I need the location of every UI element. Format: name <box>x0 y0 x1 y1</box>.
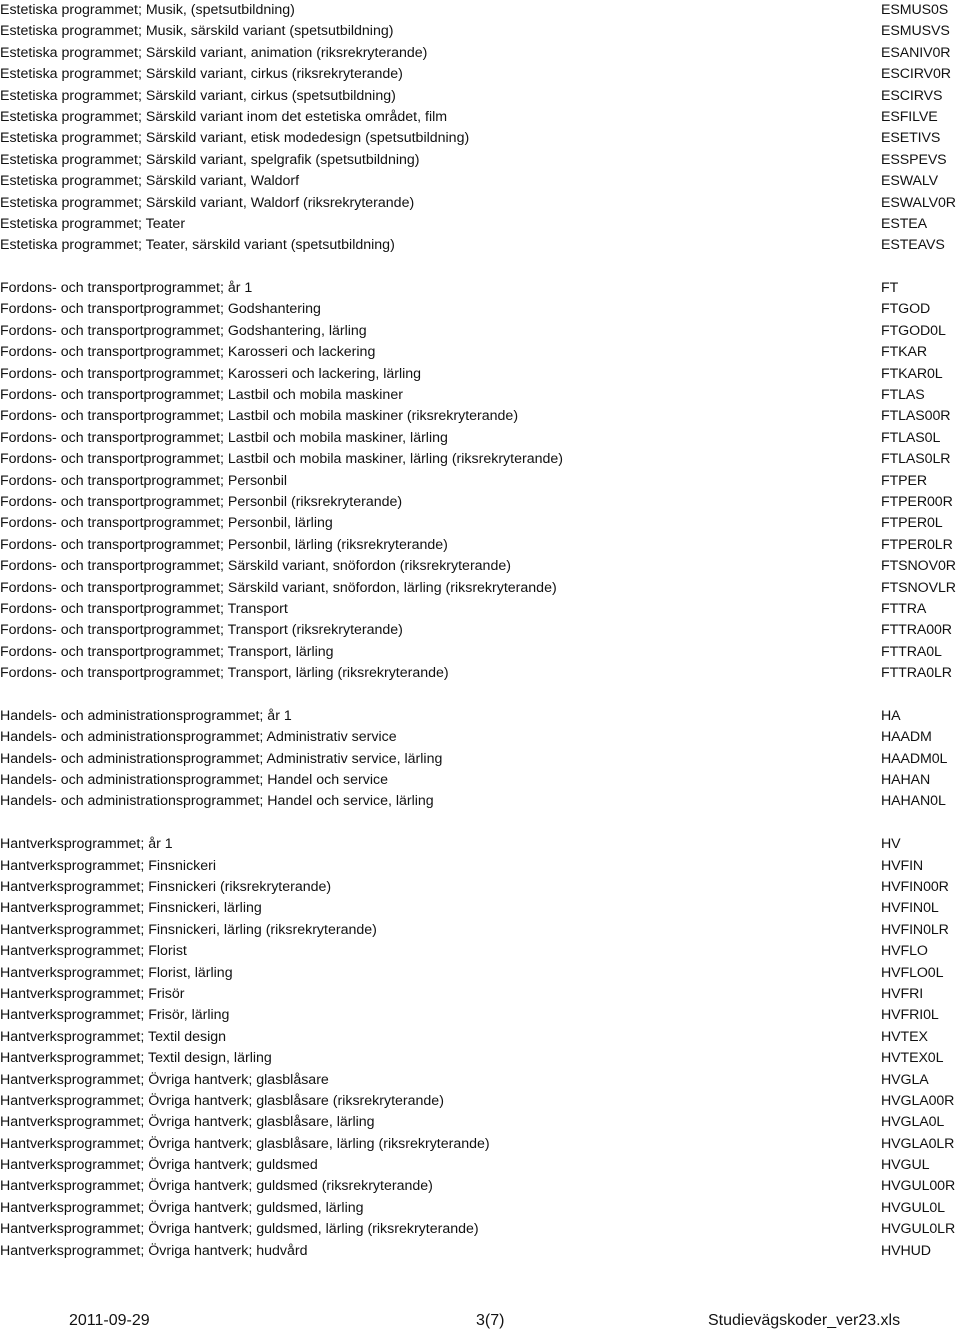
program-name: Handels- och administrationsprogrammet; Handel och service <box>0 772 388 789</box>
table-row <box>0 749 960 770</box>
program-name: Hantverksprogrammet; Övriga hantverk; glasblåsare, lärling (riksrekryterande) <box>0 1135 490 1152</box>
program-code: HVGLA0LR <box>881 1135 955 1152</box>
program-name: Fordons- och transportprogrammet; Särskild variant, snöfordon, lärling (riksrekryterande) <box>0 579 557 596</box>
program-code: FTLAS0L <box>881 429 941 446</box>
program-name: Handels- och administrationsprogrammet; Handel och service, lärling <box>0 793 434 810</box>
program-code: FTTRA0L <box>881 643 942 660</box>
program-code: FTTRA0LR <box>881 665 952 682</box>
program-name: Fordons- och transportprogrammet; Personbil, lärling <box>0 515 333 532</box>
program-name: Fordons- och transportprogrammet; Transport <box>0 600 288 617</box>
table-row <box>0 1176 960 1197</box>
table-row <box>0 578 960 599</box>
table-row <box>0 43 960 64</box>
program-name: Handels- och administrationsprogrammet; Administrativ service <box>0 729 397 746</box>
program-code: FTTRA00R <box>881 622 952 639</box>
program-name: Fordons- och transportprogrammet; Lastbil och mobila maskiner, lärling <box>0 429 448 446</box>
program-code: ESTEA <box>881 215 928 232</box>
program-code: HVTEX0L <box>881 1050 944 1067</box>
program-code: HA <box>881 707 901 724</box>
table-row <box>0 877 960 898</box>
program-code: FTLAS0LR <box>881 451 951 468</box>
program-code: FTGOD0L <box>881 322 946 339</box>
program-name: Estetiska programmet; Teater, särskild variant (spetsutbildning) <box>0 237 395 254</box>
program-name: Fordons- och transportprogrammet; Lastbil och mobila maskiner (riksrekryterande) <box>0 408 519 425</box>
table-row <box>0 385 960 406</box>
table-row <box>0 214 960 235</box>
program-code: HVGLA00R <box>881 1092 955 1109</box>
program-name: Fordons- och transportprogrammet; Transport (riksrekryterande) <box>0 622 403 639</box>
table-row <box>0 599 960 620</box>
table-row <box>0 1070 960 1091</box>
program-code: ESFILVE <box>881 108 938 125</box>
program-name: Estetiska programmet; Musik, (spetsutbildning) <box>0 2 295 18</box>
table-row <box>0 834 960 855</box>
footer-page-number: 3(7) <box>476 1312 505 1329</box>
program-name: Hantverksprogrammet; Finsnickeri (riksrekryterande) <box>0 879 332 896</box>
table-row <box>0 193 960 214</box>
table-row <box>0 235 960 256</box>
program-code: ESCIRVS <box>881 87 943 104</box>
program-name: Estetiska programmet; Särskild variant, Waldorf <box>0 173 300 190</box>
program-name: Hantverksprogrammet; Florist <box>0 943 187 960</box>
program-code: HV <box>881 836 901 853</box>
program-code: HVFRI <box>881 985 924 1002</box>
program-name: Estetiska programmet; Särskild variant, cirkus (spetsutbildning) <box>0 87 396 104</box>
table-row <box>0 128 960 149</box>
program-name: Hantverksprogrammet; Frisör, lärling <box>0 1007 230 1024</box>
program-code: HVFLO0L <box>881 964 944 981</box>
program-code: ESMUSVS <box>881 23 950 40</box>
program-name: Estetiska programmet; Särskild variant, etisk modedesign (spetsutbildning) <box>0 130 470 147</box>
program-code: HVFIN0L <box>881 900 939 917</box>
table-row <box>0 1219 960 1240</box>
program-code: HVGLA <box>881 1071 929 1088</box>
table-row <box>0 770 960 791</box>
program-code: FTSNOVLR <box>881 579 956 596</box>
table-row <box>0 406 960 427</box>
program-name: Estetiska programmet; Särskild variant, animation (riksrekryterande) <box>0 44 428 61</box>
table-row <box>0 321 960 342</box>
program-code: FTPER <box>881 472 928 489</box>
program-code: ESWALV <box>881 173 938 190</box>
program-code: HVGLA0L <box>881 1114 945 1131</box>
program-name: Hantverksprogrammet; Övriga hantverk; glasblåsare, lärling <box>0 1114 375 1131</box>
table-row <box>0 1005 960 1026</box>
table-row <box>0 0 960 21</box>
program-code: ESTEAVS <box>881 237 945 254</box>
table-row <box>0 791 960 812</box>
program-name: Estetiska programmet; Särskild variant, spelgrafik (spetsutbildning) <box>0 151 420 168</box>
program-code: FTSNOV0R <box>881 558 956 575</box>
table-row <box>0 1027 960 1048</box>
program-code: HVHUD <box>881 1242 931 1259</box>
table-row <box>0 984 960 1005</box>
table-row <box>0 941 960 962</box>
program-code: HVFRI0L <box>881 1007 939 1024</box>
program-name: Fordons- och transportprogrammet; Transport, lärling <box>0 643 334 660</box>
program-name: Hantverksprogrammet; Övriga hantverk; guldsmed <box>0 1157 318 1174</box>
table-row <box>0 1241 960 1262</box>
program-name: Fordons- och transportprogrammet; Personbil (riksrekryterande) <box>0 493 403 510</box>
program-name: Hantverksprogrammet; år 1 <box>0 836 173 853</box>
program-code: HAHAN <box>881 772 931 789</box>
table-row <box>0 1198 960 1219</box>
program-group <box>0 834 960 1262</box>
program-code: ESANIV0R <box>881 44 951 61</box>
table-row <box>0 150 960 171</box>
table-row <box>0 727 960 748</box>
table-row <box>0 1134 960 1155</box>
table-row <box>0 513 960 534</box>
table-row <box>0 278 960 299</box>
program-name: Fordons- och transportprogrammet; Lastbil och mobila maskiner, lärling (riksrekryterande) <box>0 451 563 468</box>
table-row <box>0 364 960 385</box>
table-row <box>0 492 960 513</box>
program-name: Hantverksprogrammet; Finsnickeri <box>0 857 217 874</box>
page-footer <box>0 1308 960 1334</box>
table-row <box>0 642 960 663</box>
program-code: HVFIN <box>881 857 924 874</box>
program-name: Hantverksprogrammet; Finsnickeri, lärling (riksrekryterande) <box>0 921 377 938</box>
program-name: Hantverksprogrammet; Florist, lärling <box>0 964 233 981</box>
table-row <box>0 171 960 192</box>
program-name: Hantverksprogrammet; Finsnickeri, lärling <box>0 900 262 917</box>
program-code: FTLAS <box>881 387 925 404</box>
program-name: Fordons- och transportprogrammet; Karosseri och lackering, lärling <box>0 365 422 382</box>
program-code: FTPER00R <box>881 493 953 510</box>
program-name: Hantverksprogrammet; Textil design, lärling <box>0 1050 272 1067</box>
program-code: FTGOD <box>881 301 931 318</box>
program-code: HVTEX <box>881 1028 928 1045</box>
program-group <box>0 706 960 813</box>
table-row <box>0 898 960 919</box>
program-code: HAHAN0L <box>881 793 946 810</box>
program-name: Hantverksprogrammet; Övriga hantverk; guldsmed (riksrekryterande) <box>0 1178 433 1195</box>
program-code: FTTRA <box>881 600 927 617</box>
program-name: Estetiska programmet; Musik, särskild variant (spetsutbildning) <box>0 23 394 40</box>
program-name: Hantverksprogrammet; Övriga hantverk; guldsmed, lärling <box>0 1199 364 1216</box>
table-row <box>0 706 960 727</box>
footer-date: 2011-09-29 <box>69 1312 150 1329</box>
program-group <box>0 278 960 684</box>
table-row <box>0 1048 960 1069</box>
program-name: Fordons- och transportprogrammet; Transport, lärling (riksrekryterande) <box>0 665 449 682</box>
program-code: FTLAS00R <box>881 408 951 425</box>
footer-filename: Studievägskoder_ver23.xls <box>708 1312 901 1329</box>
program-code: HVGUL0LR <box>881 1221 956 1238</box>
table-row <box>0 86 960 107</box>
program-code: HVGUL0L <box>881 1199 945 1216</box>
table-row <box>0 535 960 556</box>
table-row <box>0 64 960 85</box>
program-code: ESETIVS <box>881 130 941 147</box>
program-name: Hantverksprogrammet; Övriga hantverk; glasblåsare <box>0 1071 329 1088</box>
table-row <box>0 471 960 492</box>
table-row <box>0 620 960 641</box>
program-group <box>0 0 960 257</box>
program-code: HVGUL00R <box>881 1178 956 1195</box>
table-row <box>0 920 960 941</box>
program-name: Hantverksprogrammet; Övriga hantverk; hudvård <box>0 1242 308 1259</box>
program-name: Fordons- och transportprogrammet; Godshantering, lärling <box>0 322 367 339</box>
program-name: Estetiska programmet; Särskild variant inom det estetiska området, film <box>0 108 448 125</box>
program-code: HVFLO <box>881 943 928 960</box>
table-row <box>0 107 960 128</box>
program-code: HVFIN00R <box>881 879 949 896</box>
program-name: Handels- och administrationsprogrammet; Administrativ service, lärling <box>0 750 443 767</box>
program-name: Hantverksprogrammet; Övriga hantverk; guldsmed, lärling (riksrekryterande) <box>0 1221 479 1238</box>
table-row <box>0 963 960 984</box>
program-name: Hantverksprogrammet; Textil design <box>0 1028 227 1045</box>
table-row <box>0 1112 960 1133</box>
program-code: HVGUL <box>881 1157 930 1174</box>
program-code: HAADM <box>881 729 932 746</box>
program-code: FTPER0L <box>881 515 943 532</box>
program-code: ESMUS0S <box>881 2 949 18</box>
table-row <box>0 1155 960 1176</box>
program-code: HVFIN0LR <box>881 921 949 938</box>
table-row <box>0 1091 960 1112</box>
program-name: Handels- och administrationsprogrammet; år 1 <box>0 707 292 724</box>
program-name: Fordons- och transportprogrammet; Lastbil och mobila maskiner <box>0 387 403 404</box>
program-name: Hantverksprogrammet; Övriga hantverk; glasblåsare (riksrekryterande) <box>0 1092 444 1109</box>
program-name: Fordons- och transportprogrammet; Godshantering <box>0 301 321 318</box>
program-code: ESCIRV0R <box>881 66 951 83</box>
program-code: FTKAR0L <box>881 365 943 382</box>
program-name: Estetiska programmet; Teater <box>0 215 186 232</box>
program-code: FTPER0LR <box>881 536 953 553</box>
table-row <box>0 663 960 684</box>
table-row <box>0 21 960 42</box>
program-name: Estetiska programmet; Särskild variant, cirkus (riksrekryterande) <box>0 66 403 83</box>
program-name: Fordons- och transportprogrammet; Karosseri och lackering <box>0 344 376 361</box>
program-name: Fordons- och transportprogrammet; Personbil <box>0 472 288 489</box>
program-name: Fordons- och transportprogrammet; Särskild variant, snöfordon (riksrekryterande) <box>0 558 511 575</box>
program-code: FTKAR <box>881 344 928 361</box>
program-name: Fordons- och transportprogrammet; år 1 <box>0 280 253 297</box>
table-row <box>0 342 960 363</box>
table-row <box>0 856 960 877</box>
program-code: HAADM0L <box>881 750 948 767</box>
program-code: ESSPEVS <box>881 151 947 168</box>
table-row <box>0 428 960 449</box>
program-code: ESWALV0R <box>881 194 956 211</box>
program-name: Fordons- och transportprogrammet; Personbil, lärling (riksrekryterande) <box>0 536 448 553</box>
program-code: FT <box>881 280 899 297</box>
table-row <box>0 556 960 577</box>
table-row <box>0 449 960 470</box>
table-row <box>0 299 960 320</box>
program-name: Hantverksprogrammet; Frisör <box>0 985 185 1002</box>
program-name: Estetiska programmet; Särskild variant, Waldorf (riksrekryterande) <box>0 194 415 211</box>
